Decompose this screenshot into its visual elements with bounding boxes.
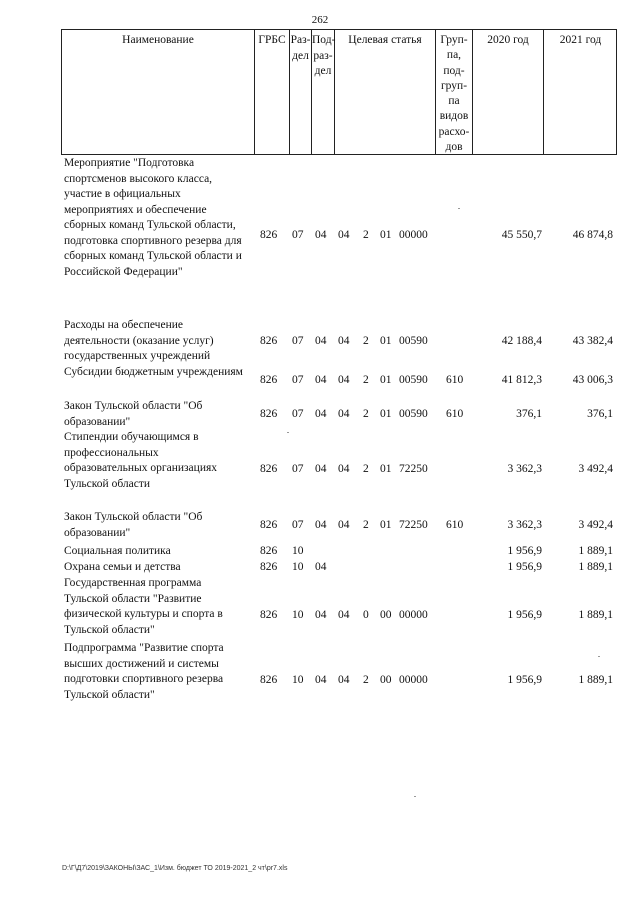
- row-name: Государственная программа Тульской области "Развитие физической культуры и спорта в Тульской области": [64, 577, 223, 636]
- cell-2020: 42 188,4: [501, 335, 542, 347]
- cell-grbs: 826: [260, 408, 278, 420]
- cell-razdel: 07: [292, 229, 304, 241]
- row-name: Закон Тульской области "Об образовании": [64, 511, 203, 539]
- cell-razdel: 10: [292, 545, 304, 557]
- row-name: Охрана семьи и детства: [64, 561, 181, 573]
- cell-target-3: 01: [380, 229, 392, 241]
- cell-target-1: 04: [338, 519, 350, 531]
- cell-podrazdel: 04: [315, 408, 327, 420]
- cell-2020: 41 812,3: [501, 374, 542, 386]
- cell-razdel: 10: [292, 561, 304, 573]
- row-name: Расходы на обеспечение деятельности (оказание услуг) государственных учреждений: [64, 319, 214, 362]
- cell-podrazdel: 04: [315, 229, 327, 241]
- cell-target-3: 01: [380, 374, 392, 386]
- header-podrazdel: Под- раз- дел: [312, 34, 336, 77]
- row-name: Мероприятие "Подготовка спортсменов высокого класса, участие в официальных мероприятиях и обеспечение сборных команд Тульской области, подготовка спортивного резерва для сборных команд Тульской области и Российской Федерации": [64, 157, 242, 278]
- cell-podrazdel: 04: [315, 561, 327, 573]
- file-path-footer: D:\Г\Д7\2019\ЗАКОНЫ\ЗАС_1\Изм. бюджет ТО 2019-2021_2 чт\pr7.xls: [62, 865, 288, 872]
- cell-expense-group: 610: [446, 519, 464, 531]
- cell-razdel: 07: [292, 374, 304, 386]
- cell-grbs: 826: [260, 674, 278, 686]
- cell-2021: 43 382,4: [572, 335, 613, 347]
- header-razdel: Раз- дел: [290, 34, 311, 62]
- row-name: Субсидии бюджетным учреждениям: [64, 366, 243, 378]
- cell-grbs: 826: [260, 229, 278, 241]
- cell-target-2: 2: [363, 408, 369, 420]
- cell-2021: 3 492,4: [578, 519, 613, 531]
- cell-target-3: 01: [380, 408, 392, 420]
- cell-target-2: 2: [363, 674, 369, 686]
- cell-2021: 1 889,1: [578, 545, 613, 557]
- cell-target-1: 04: [338, 674, 350, 686]
- column-divider: [543, 30, 544, 154]
- cell-2021: 1 889,1: [578, 561, 613, 573]
- row-name: Подпрограмма "Развитие спорта высших достижений и системы подготовки спортивного резерва Тульской области": [64, 642, 224, 701]
- cell-grbs: 826: [260, 545, 278, 557]
- cell-razdel: 10: [292, 609, 304, 621]
- cell-target-2: 2: [363, 519, 369, 531]
- cell-razdel: 07: [292, 463, 304, 475]
- cell-target-2: 2: [363, 374, 369, 386]
- cell-razdel: 07: [292, 408, 304, 420]
- cell-razdel: 07: [292, 335, 304, 347]
- header-2021: 2021 год: [559, 34, 602, 46]
- cell-2020: 376,1: [516, 408, 542, 420]
- cell-podrazdel: 04: [315, 374, 327, 386]
- cell-target-2: 2: [363, 335, 369, 347]
- column-divider: [254, 30, 255, 154]
- cell-grbs: 826: [260, 335, 278, 347]
- cell-2021: 43 006,3: [572, 374, 613, 386]
- cell-2020: 1 956,9: [507, 674, 542, 686]
- cell-target-4: 72250: [399, 463, 428, 475]
- cell-target-3: 01: [380, 463, 392, 475]
- cell-target-4: 00000: [399, 229, 428, 241]
- cell-2021: 1 889,1: [578, 609, 613, 621]
- cell-target-4: 00590: [399, 335, 428, 347]
- row-name: Стипендии обучающимся в профессиональных образовательных организациях Тульской области: [64, 431, 218, 490]
- cell-2020: 1 956,9: [507, 561, 542, 573]
- cell-target-3: 00: [380, 674, 392, 686]
- cell-target-3: 00: [380, 609, 392, 621]
- header-grbs: ГРБС: [258, 34, 286, 46]
- cell-target-4: 00590: [399, 374, 428, 386]
- column-divider: [334, 30, 335, 154]
- cell-2020: 3 362,3: [507, 519, 542, 531]
- cell-podrazdel: 04: [315, 609, 327, 621]
- table-header: [61, 29, 617, 155]
- cell-target-1: 04: [338, 374, 350, 386]
- cell-expense-group: 610: [446, 374, 464, 386]
- page-number: 262: [311, 14, 329, 26]
- cell-grbs: 826: [260, 609, 278, 621]
- header-2020: 2020 год: [487, 34, 529, 46]
- cell-2021: 1 889,1: [578, 674, 613, 686]
- cell-target-4: 00000: [399, 674, 428, 686]
- cell-2021: 46 874,8: [572, 229, 613, 241]
- cell-target-2: 2: [363, 463, 369, 475]
- cell-2021: 3 492,4: [578, 463, 613, 475]
- cell-2020: 45 550,7: [501, 229, 542, 241]
- cell-target-1: 04: [338, 335, 350, 347]
- cell-podrazdel: 04: [315, 674, 327, 686]
- cell-grbs: 826: [260, 561, 278, 573]
- cell-grbs: 826: [260, 519, 278, 531]
- cell-razdel: 10: [292, 674, 304, 686]
- cell-target-2: 0: [363, 609, 369, 621]
- cell-target-1: 04: [338, 408, 350, 420]
- cell-expense-group: 610: [446, 408, 464, 420]
- cell-podrazdel: 04: [315, 519, 327, 531]
- cell-target-4: 00590: [399, 408, 428, 420]
- cell-target-3: 01: [380, 335, 392, 347]
- cell-target-1: 04: [338, 463, 350, 475]
- cell-2020: 3 362,3: [507, 463, 542, 475]
- scan-speck: [287, 432, 289, 433]
- column-divider: [472, 30, 473, 154]
- row-name: Закон Тульской области "Об образовании": [64, 400, 203, 428]
- cell-2020: 1 956,9: [507, 609, 542, 621]
- scan-speck: [598, 656, 600, 657]
- cell-target-3: 01: [380, 519, 392, 531]
- row-name: Социальная политика: [64, 545, 171, 557]
- scan-speck: [458, 208, 460, 209]
- cell-2021: 376,1: [587, 408, 613, 420]
- cell-target-1: 04: [338, 229, 350, 241]
- cell-grbs: 826: [260, 463, 278, 475]
- header-name: Наименование: [122, 34, 194, 46]
- cell-podrazdel: 04: [315, 335, 327, 347]
- cell-grbs: 826: [260, 374, 278, 386]
- cell-razdel: 07: [292, 519, 304, 531]
- scan-speck: [414, 796, 416, 797]
- cell-target-4: 00000: [399, 609, 428, 621]
- cell-target-2: 2: [363, 229, 369, 241]
- cell-target-1: 04: [338, 609, 350, 621]
- header-target: Целевая статья: [348, 34, 422, 46]
- cell-2020: 1 956,9: [507, 545, 542, 557]
- cell-target-4: 72250: [399, 519, 428, 531]
- header-group: Груп- па, под- груп- па видов расхо- дов: [438, 34, 470, 154]
- cell-podrazdel: 04: [315, 463, 327, 475]
